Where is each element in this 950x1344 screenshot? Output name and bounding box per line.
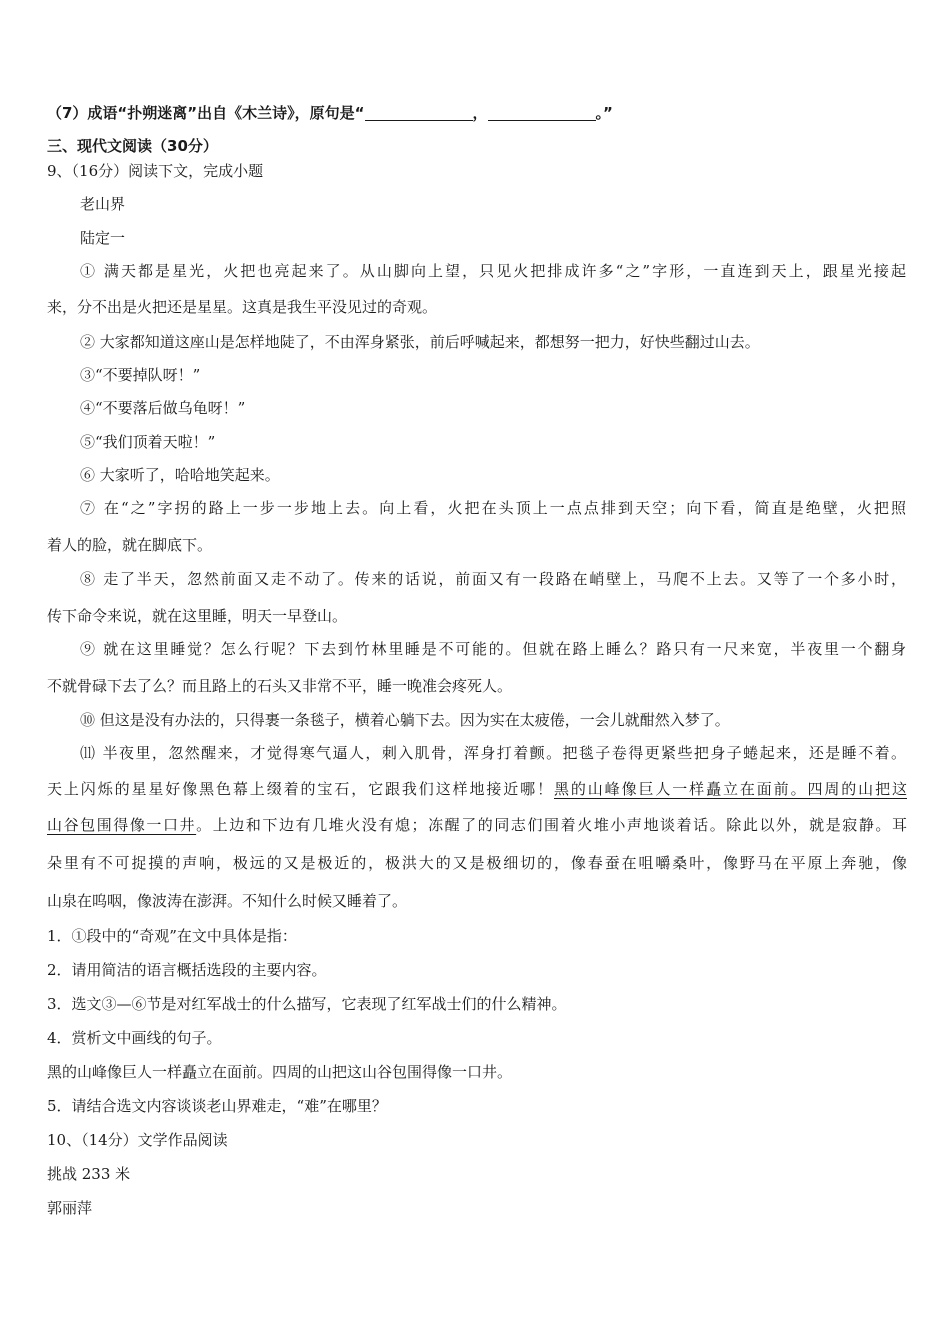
paragraph-1-line-2: 来，分不出是火把还是星星。这真是我生平没见过的奇观。 — [47, 298, 438, 316]
paragraph-4: ④“不要落后做乌龟呀！” — [80, 399, 246, 417]
paragraph-10: ⑩ 但这是没有办法的，只得裹一条毯子，横着心躺下去。因为实在太疲倦，一会儿就酣然入梦了。 — [80, 711, 730, 729]
sub-question-4: 4．赏析文中画线的句子。 — [47, 1029, 222, 1047]
underlined-sentence-part-2: 山谷包围得像一口井 — [47, 816, 197, 834]
paragraph-9-line-2: 不就骨碌下去了么？而且路上的石头又非常不平，睡一晚准会疼死人。 — [47, 677, 513, 695]
underlined-sentence-part-1: 黑的山峰像巨人一样矗立在面前。四周的山把这 — [553, 780, 907, 798]
question-10-author: 郭丽萍 — [47, 1199, 93, 1217]
question-10-header: 10、（14分）文学作品阅读 — [47, 1131, 228, 1149]
paragraph-11-line-1: ⑾ 半夜里，忽然醒来，才觉得寒气逼人，刺入肌骨，浑身打着颤。把毯子卷得更紧些把身子蜷起来，还是睡不着。 — [80, 744, 906, 762]
paragraph-1-line-1: ① 满天都是星光，火把也亮起来了。从山脚向上望，只见火把排成许多“之”字形，一直连到天上，跟星光接起 — [80, 262, 906, 280]
sub-question-4-sentence: 黑的山峰像巨人一样矗立在面前。四周的山把这山谷包围得像一口井。 — [47, 1063, 513, 1081]
passage-title: 老山界 — [80, 195, 126, 213]
paragraph-8-line-2: 传下命令来说，就在这里睡，明天一早登山。 — [47, 607, 348, 625]
paragraph-11-line-2: 天上闪烁的星星好像黑色幕上缀着的宝石，它跟我们这样地接近哪！黑的山峰像巨人一样矗立在面前。四周的山把这 — [47, 780, 907, 798]
paragraph-2: ② 大家都知道这座山是怎样地陡了，不由浑身紧张，前后呼喊起来，都想努一把力，好快些翻过山去。 — [80, 333, 760, 351]
paragraph-7-line-1: ⑦ 在“之”字拐的路上一步一步地上去。向上看，火把在头顶上一点点排到天空；向下看，简直是绝壁，火把照 — [80, 499, 906, 517]
paragraph-6: ⑥ 大家听了，哈哈地笑起来。 — [80, 466, 280, 484]
sub-question-1: 1．①段中的“奇观”在文中具体是指： — [47, 927, 297, 945]
paragraph-11-line-4: 朵里有不可捉摸的声响，极远的又是极近的，极洪大的又是极细切的，像春蚕在咀嚼桑叶，像野马在平原上奔驰，像 — [47, 854, 907, 872]
passage-author: 陆定一 — [80, 229, 126, 247]
section-3-title: 三、现代文阅读（30分） — [47, 137, 218, 155]
answer-blank-1[interactable] — [365, 104, 473, 121]
question-10-title: 挑战 233 米 — [47, 1165, 131, 1183]
question-9-header: 9、（16分）阅读下文，完成小题 — [47, 162, 264, 180]
sub-question-5: 5．请结合选文内容谈谈老山界难走，“难”在哪里？ — [47, 1097, 387, 1115]
sub-question-3: 3．选文③—⑥节是对红军战士的什么描写，它表现了红军战士们的什么精神。 — [47, 995, 567, 1013]
answer-blank-2[interactable] — [488, 104, 596, 121]
paragraph-3: ③“不要掉队呀！” — [80, 366, 201, 384]
paragraph-5: ⑤“我们顶着天啦！” — [80, 433, 216, 451]
paragraph-8-line-1: ⑧ 走了半天，忽然前面又走不动了。传来的话说，前面又有一段路在峭壁上，马爬不上去。又等了一个多小时， — [80, 570, 906, 588]
paragraph-11-line-5: 山泉在呜咽，像波涛在澎湃。不知什么时候又睡着了。 — [47, 892, 408, 910]
paragraph-11-line-3: 山谷包围得像一口井。上边和下边有几堆火没有熄；冻醒了的同志们围着火堆小声地谈着话。除此以外，就是寂静。耳 — [47, 816, 907, 834]
paragraph-9-line-1: ⑨ 就在这里睡觉？怎么行呢？下去到竹林里睡是不可能的。但就在路上睡么？路只有一尺来宽，半夜里一个翻身 — [80, 640, 906, 658]
question-7: （7）成语“扑朔迷离”出自《木兰诗》，原句是“ ， 。” — [47, 104, 613, 122]
sub-question-2: 2．请用简洁的语言概括选段的主要内容。 — [47, 961, 327, 979]
paragraph-7-line-2: 着人的脸，就在脚底下。 — [47, 536, 213, 554]
